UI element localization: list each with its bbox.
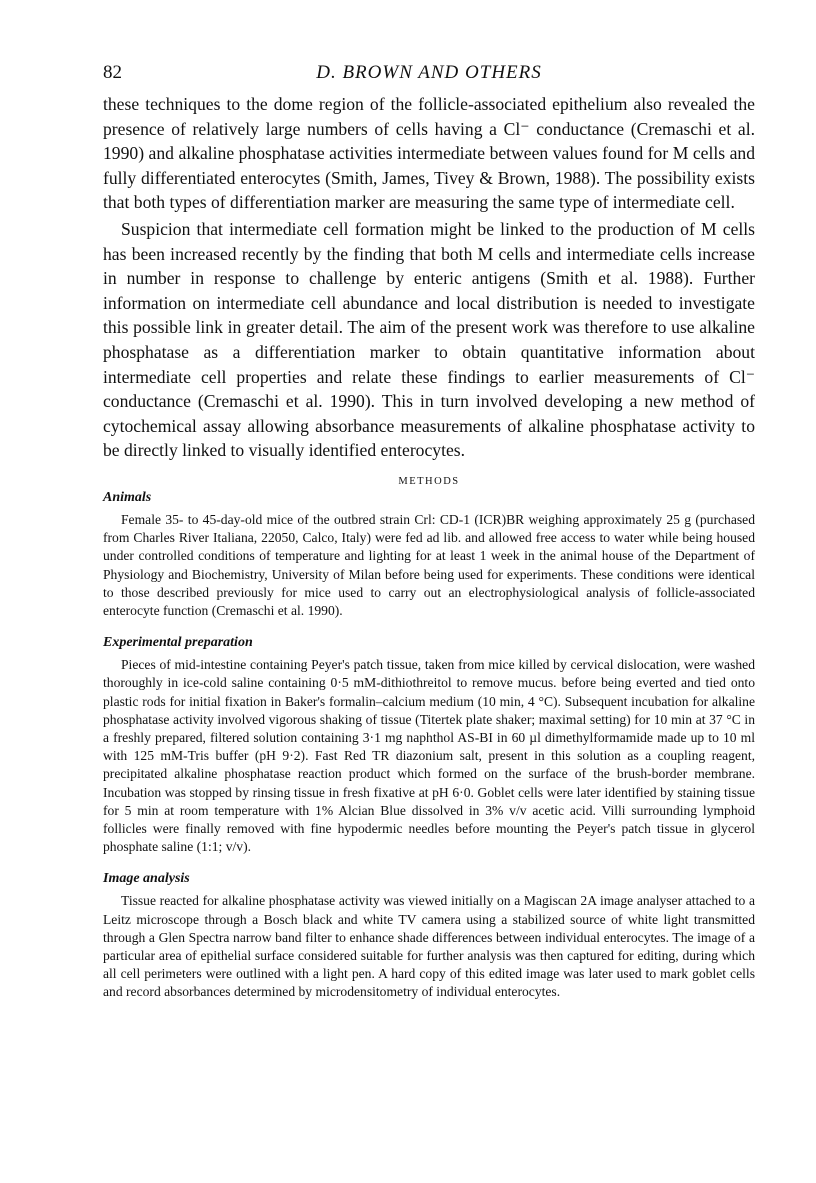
running-head: D. BROWN AND OTHERS: [316, 62, 542, 83]
experimental-preparation-heading: Experimental preparation: [103, 635, 253, 651]
methods-section: [103, 489, 755, 1002]
methods-title: METHODS: [398, 475, 460, 487]
intro-paragraph-2: Suspicion that intermediate cell formation might be linked to the production of M cells has been increased recently by the finding that both M cells and intermediate cells increase in number in response to challenge by enteric antigens (Smith et al. 1988). Further information on intermediate cell abundance and local distribution is needed to investigate this possible link in greater detail. The aim of the present work was therefore to use alkaline phosphatase as a differentiation marker to obtain quantitative information about intermediate cell properties and relate these findings to earlier measurements of Cl⁻ conductance (Cremaschi et al. 1990). This in turn involved developing a new method of cytochemical assay allowing absorbance measurements of alkaline phosphatase activity to be directly linked to visually identified enterocytes.: [103, 218, 755, 461]
page-header: [103, 62, 755, 92]
image-analysis-heading: Image analysis: [103, 871, 190, 887]
page-number: 82: [103, 62, 122, 83]
introduction: [103, 92, 755, 463]
image-analysis-paragraph: Tissue reacted for alkaline phosphatase activity was viewed initially on a Magiscan 2A image analyser attached to a Leitz microscope through a Bosch black and white TV camera using a stabilized source of white light transmitted through a Glen Spectra narrow band filter to enhance shade differences between individual enterocytes. The image of a particular area of epithelial surface considered suitable for further analysis was then captured for editing, during which all cell perimeters were outlined with a light pen. A hard copy of this edited image was later used to mark goblet cells and record absorbances determined by microdensitometry of individual enterocytes.: [103, 893, 755, 1000]
animals-paragraph: Female 35- to 45-day-old mice of the outbred strain Crl: CD-1 (ICR)BR weighing approximately 25 g (purchased from Charles River Italiana, 22050, Calco, Italy) were fed ad lib. and allowed free access to water while being housed under controlled conditions of temperature and lighting for at least 1 week in the animal house of the Department of Physiology and Biochemistry, University of Milan before being used for experiments. These conditions were identical to those described previously for mice used to carry out an electrophysiological analysis of follicle-associated enterocyte function (Cremaschi et al. 1990).: [103, 511, 755, 618]
experimental-preparation-paragraph: Pieces of mid-intestine containing Peyer's patch tissue, taken from mice killed by cervical dislocation, were washed thoroughly in ice-cold saline containing 0·5 mM-dithiothreitol to remove mucus. before being everted and tied onto plastic rods for initial fixation in Baker's formalin–calcium medium (10 min, 4 °C). Subsequent incubation for alkaline phosphatase activity involved vigorous shaking of tissue (Titertek plate shaker; maximal setting) for 10 min at 37 °C in a freshly prepared, filtered solution containing 3·1 mg naphthol AS-BI in 60 µl dimethylformamide made up to 10 ml with 125 mM-Tris buffer (pH 9·2). Fast Red TR diazonium salt, present in this solution as a coupling reagent, precipitated alkaline phosphatase reaction product which formed on the surface of the brush-border membrane. Incubation was stopped by rinsing tissue in fresh fixative at pH 6·0. Goblet cells were later identified by staining tissue for 5 min at room temperature with 1% Alcian Blue dissolved in 3% v/v acetic acid. Villi surrounding lymphoid follicles were finally removed with fine hypodermic needles before mounting the Peyer's patch tissue in glycerol phosphate saline (1:1; v/v).: [103, 657, 755, 855]
animals-heading: Animals: [103, 489, 152, 505]
journal-page: [103, 62, 755, 1002]
intro-paragraph-1: these techniques to the dome region of the follicle-associated epithelium also revealed the presence of relatively large numbers of cells having a Cl⁻ conductance (Cremaschi et al. 1990) and alkaline phosphatase activities intermediate between values found for M cells and fully differentiated enterocytes (Smith, James, Tivey & Brown, 1988). The possibility exists that both types of differentiation marker are measuring the same type of intermediate cell.: [103, 94, 755, 213]
